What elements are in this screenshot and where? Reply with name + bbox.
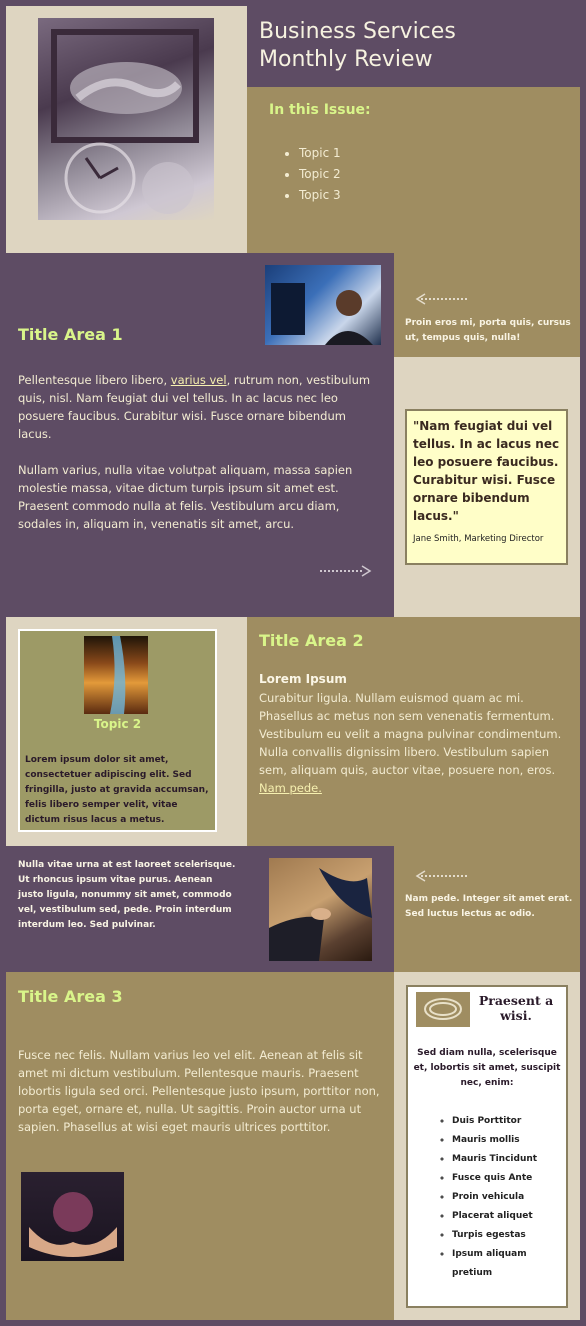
title-line-1: Business Services bbox=[259, 19, 456, 44]
section3-main bbox=[6, 972, 394, 1320]
list-item: ◦ Ipsum aliquam pretium bbox=[452, 1245, 561, 1283]
back-arrow-icon-2[interactable] bbox=[415, 868, 469, 882]
topic2-box-title: Topic 2 bbox=[93, 717, 142, 731]
list-item: ◦ Duis Porttitor bbox=[452, 1112, 561, 1131]
rings-image bbox=[416, 992, 470, 1027]
section2-subheading: Lorem Ipsum bbox=[259, 672, 347, 686]
canyon-image bbox=[84, 636, 148, 714]
list-item: ◦ Placerat aliquet bbox=[452, 1207, 561, 1226]
list-item: ◦ Fusce quis Ante bbox=[452, 1169, 561, 1188]
computer-man-image bbox=[265, 265, 381, 345]
section3-title: Title Area 3 bbox=[18, 987, 123, 1006]
varius-vel-link[interactable]: varius vel bbox=[170, 373, 227, 387]
section1-side-text: Proin eros mi, porta quis, cursus ut, tempus quis, nulla! bbox=[405, 318, 571, 343]
section1-paragraph-1: Pellentesque libero libero, varius vel, rutrum non, vestibulum quis, nisl. Nam feugiat dui vel tellus. In ac lacus nec leo posuere faucibus. Curabitur wisi. Fusce ornare bibendum lacus. bbox=[18, 373, 371, 441]
quote-box bbox=[405, 409, 568, 565]
man-at-computer-icon bbox=[265, 265, 381, 345]
list-item: ◦ Mauris mollis bbox=[452, 1131, 561, 1150]
strip-left-text: Nulla vitae urna at est laoreet scelerisque. Ut rhoncus ipsum vitae purus. Aenean justo ligula, nonummy sit amet, commodo vel, vestibulum sed, pede. Proin interdum interdum leo. Sed pulvinar. bbox=[18, 860, 236, 930]
list-item: ◦ Mauris Tincidunt bbox=[452, 1150, 561, 1169]
list-item: ◦ Proin vehicula bbox=[452, 1188, 561, 1207]
handshake-image bbox=[38, 18, 214, 220]
topic-link-1[interactable]: • Topic 1 bbox=[299, 143, 341, 164]
title-line-2: Monthly Review bbox=[259, 47, 433, 72]
topic-link-2[interactable]: • Topic 2 bbox=[299, 164, 341, 185]
feature-list bbox=[406, 1112, 561, 1283]
canyon-waterfall-icon bbox=[84, 636, 148, 714]
list-box-intro: Sed diam nulla, scelerisque et, lobortis sit amet, suscipit nec, enim: bbox=[413, 1048, 561, 1088]
topic-link-3[interactable]: • Topic 3 bbox=[299, 185, 341, 206]
newsletter-title bbox=[259, 18, 579, 74]
section3-text: Fusce nec felis. Nullam varius leo vel elit. Aenean at felis sit amet mi dictum vestibulum. Pellentesque mauris. Praesent lobortis ligula sed orci. Pellentesque justo ipsum, porttitor non, porta eget, ornare et, nulla. Ut sagittis. Proin auctor urna ut sapien. Phasellus at wisi eget mauris ultrices porttitor. bbox=[18, 1048, 380, 1134]
globe-hands-image bbox=[21, 1172, 124, 1261]
quote-author: Jane Smith, Marketing Director bbox=[413, 534, 544, 544]
handshake-clock-collage-icon bbox=[38, 18, 214, 220]
section1-paragraph-2: Nullam varius, nulla vitae volutpat aliquam, massa sapien molestie massa, vitae dictum turpis ipsum sit amet est. Praesent commodo nulla at felis. Vestibulum arcu diam, sodales in, aliquam in, venenatis sit amet, arcu. bbox=[18, 463, 353, 531]
rings-icon bbox=[416, 992, 470, 1027]
quote-text: "Nam feugiat dui vel tellus. In ac lacus nec leo posuere faucibus. Curabitur wisi. Fusce ornare bibendum lacus." bbox=[413, 419, 560, 523]
next-arrow-icon[interactable] bbox=[320, 563, 374, 577]
section1-title: Title Area 1 bbox=[18, 325, 123, 344]
list-box-title: Praesent a wisi. bbox=[478, 993, 554, 1023]
handshake-photo bbox=[269, 858, 372, 961]
hands-holding-globe-icon bbox=[21, 1172, 124, 1261]
section2-text: Curabitur ligula. Nullam euismod quam ac mi. Phasellus ac metus non sem venenatis fermentum. Vestibulum eu velit a magna pulvinar condimentum. Nulla convallis dignissim libero. Vestibulum sapien sem, aliquam quis, auctor vitae, posuere non, eros. Nam pede. bbox=[259, 691, 562, 795]
back-arrow-icon-1[interactable] bbox=[415, 291, 469, 305]
nam-pede-link[interactable]: Nam pede. bbox=[259, 781, 322, 795]
issue-heading: In this Issue: bbox=[269, 102, 371, 118]
topics-list bbox=[281, 143, 341, 206]
section2-title: Title Area 2 bbox=[259, 631, 364, 650]
list-item: ◦ Turpis egestas bbox=[452, 1226, 561, 1245]
topic2-box-text: Lorem ipsum dolor sit amet, consectetuer adipiscing elit. Sed fringilla, justo at gravida accumsan, felis libero semper velit, vitae dictum risus lacus a metus. bbox=[25, 755, 209, 825]
business-handshake-icon bbox=[269, 858, 372, 961]
strip-right-text: Nam pede. Integer sit amet erat. Sed luctus lectus ac odio. bbox=[405, 894, 573, 919]
